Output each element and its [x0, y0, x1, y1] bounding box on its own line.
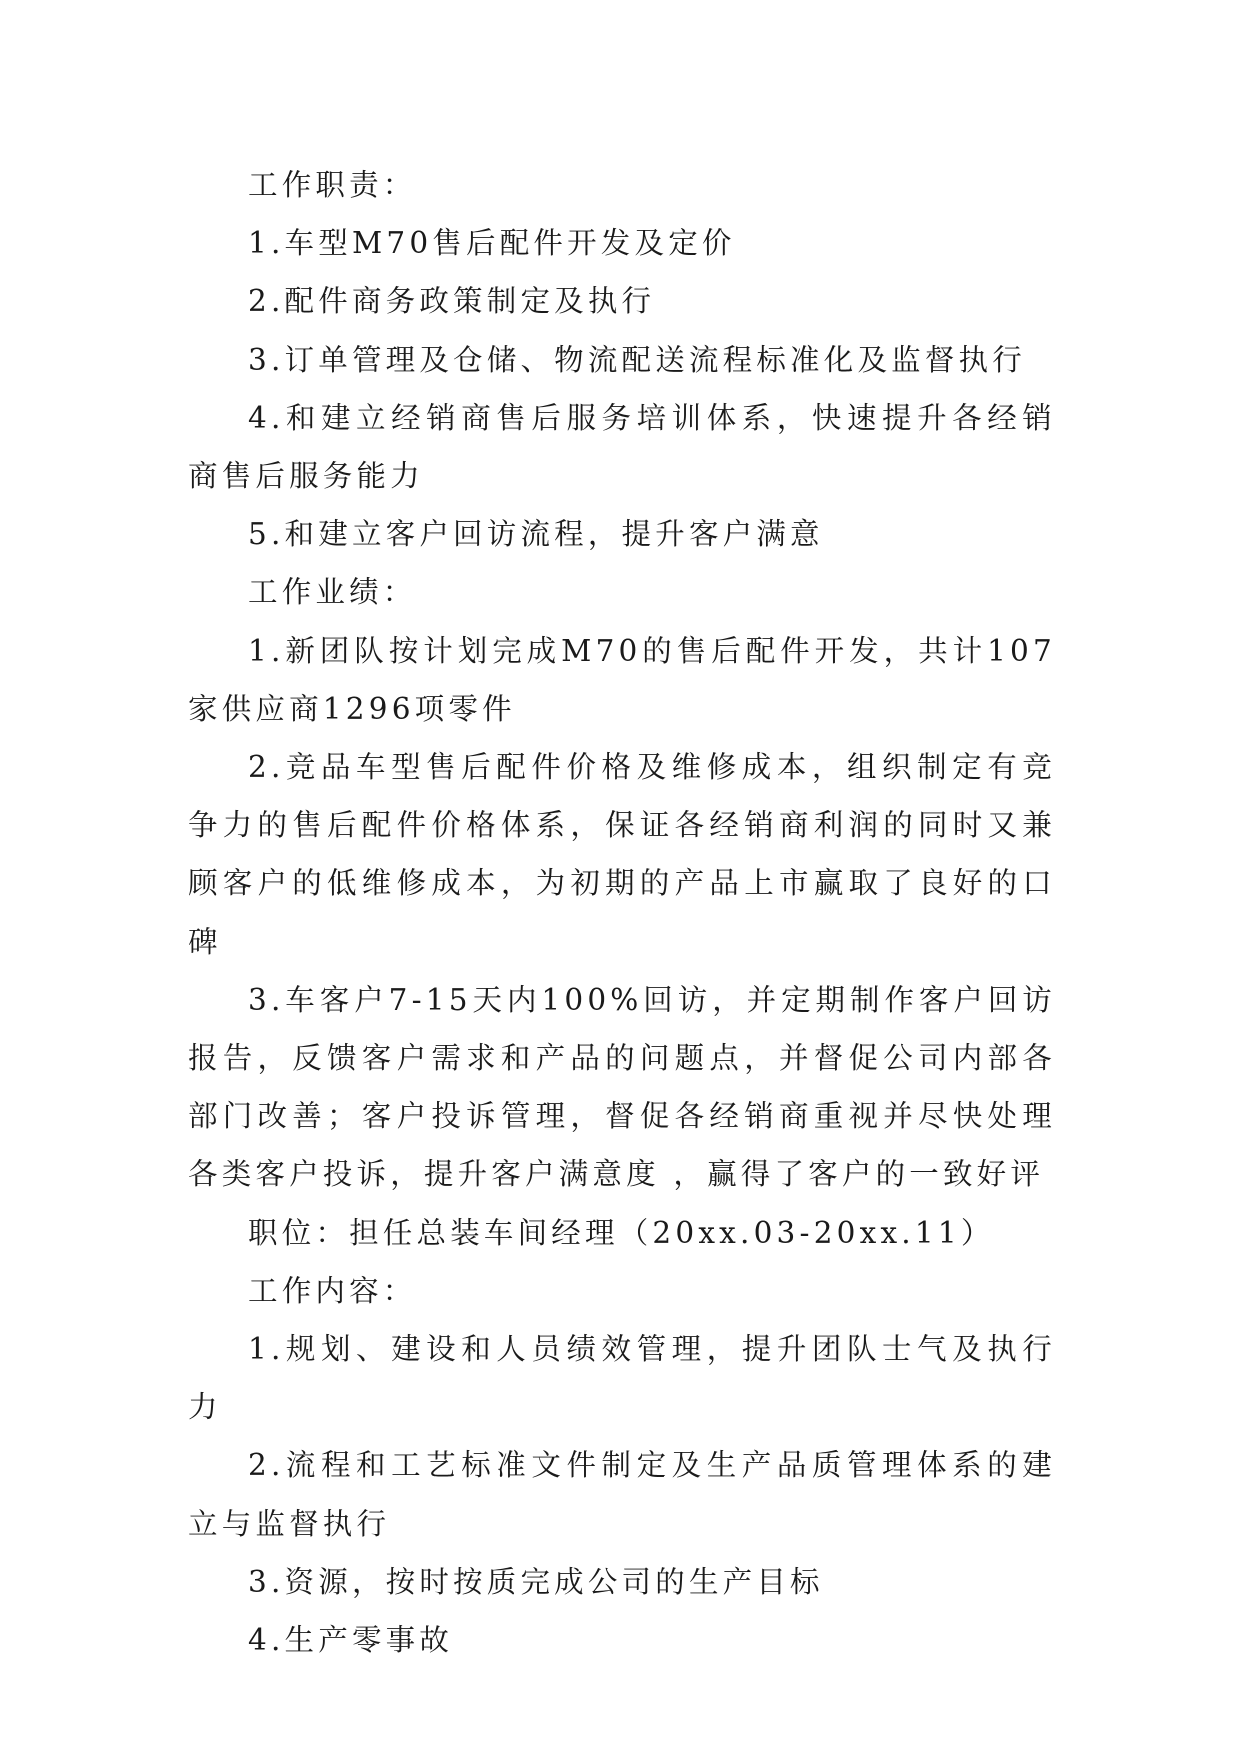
- duty-item-2: 2.配件商务政策制定及执行: [248, 284, 656, 319]
- content-item-2: 2.流程和工艺标准文件制定及生产品质管理体系的建立与监督执行: [188, 1448, 1056, 1541]
- performance-item-1: 1.新团队按计划完成M70的售后配件开发，共计107家供应商1296项零件: [188, 633, 1056, 726]
- heading-job-content: 工作内容：: [248, 1273, 417, 1308]
- content-item-4: 4.生产零事故: [248, 1623, 454, 1658]
- position-line: 职位：担任总装车间经理（20xx.03-20xx.11）: [248, 1215, 995, 1250]
- performance-item-2: 2.竞品车型售后配件价格及维修成本，组织制定有竞争力的售后配件价格体系，保证各经销商利润的同时又兼顾客户的低维修成本，为初期的产品上市赢取了良好的口碑: [188, 750, 1056, 959]
- heading-job-performance: 工作业绩：: [248, 575, 417, 610]
- content-item-1: 1.规划、建设和人员绩效管理，提升团队士气及执行力: [188, 1332, 1056, 1425]
- document-body: [188, 156, 1056, 1669]
- performance-item-3: 3.车客户7-15天内100%回访，并定期制作客户回访报告，反馈客户需求和产品的问题点，并督促公司内部各部门改善；客户投诉管理，督促各经销商重视并尽快处理各类客户投诉，提升客户满意度 ，赢得了客户的一致好评: [188, 982, 1056, 1192]
- duty-item-4: 4.和建立经销商售后服务培训体系，快速提升各经销商售后服务能力: [188, 400, 1056, 494]
- duty-item-5: 5.和建立客户回访流程，提升客户满意: [248, 517, 824, 552]
- duty-item-3: 3.订单管理及仓储、物流配送流程标准化及监督执行: [248, 342, 1026, 377]
- content-item-3: 3.资源，按时按质完成公司的生产目标: [248, 1564, 824, 1599]
- duty-item-1: 1.车型M70售后配件开发及定价: [248, 226, 736, 261]
- heading-job-duties: 工作职责：: [248, 168, 417, 202]
